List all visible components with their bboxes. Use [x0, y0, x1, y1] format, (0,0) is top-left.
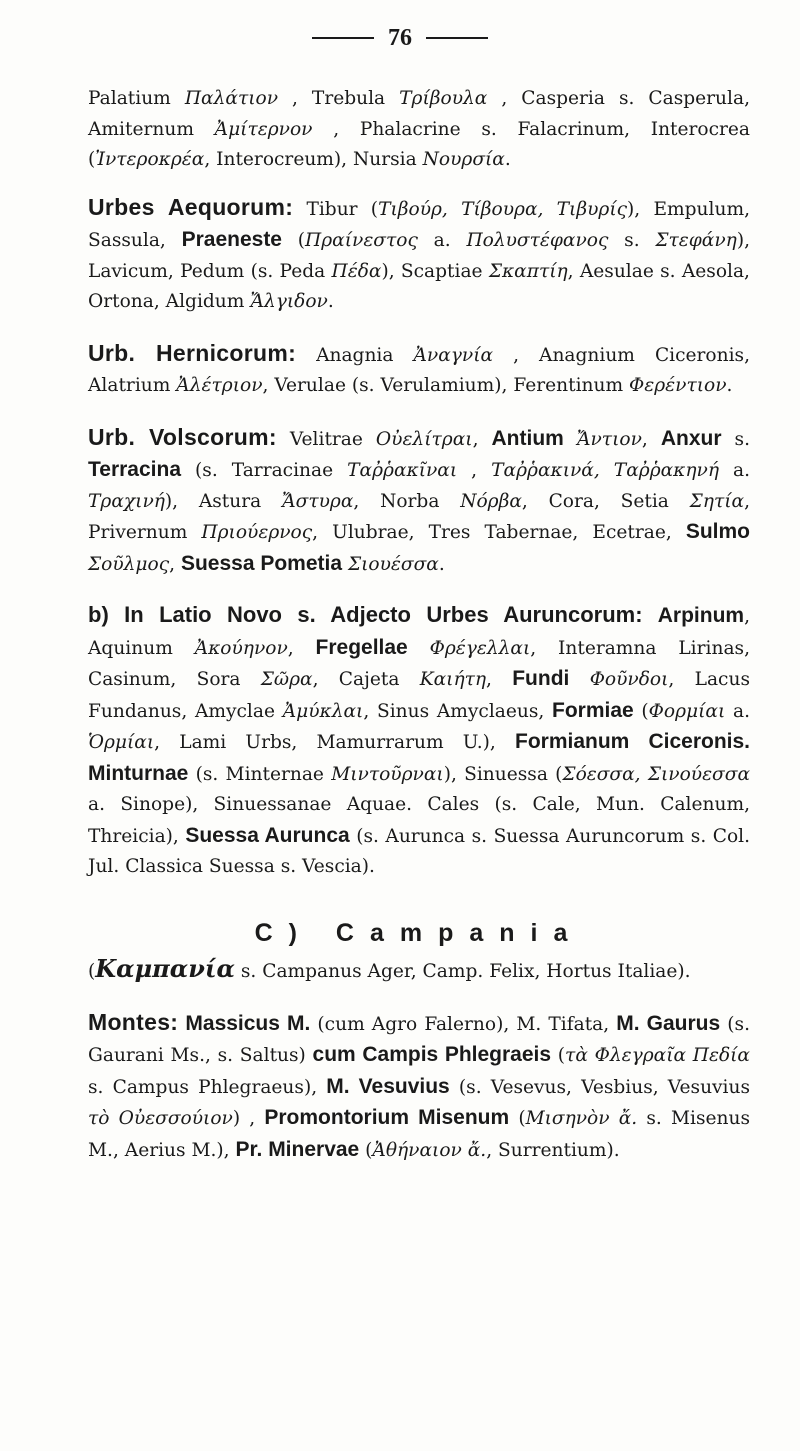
greek-name: Ἄντιον [576, 428, 642, 450]
text-run: , Interamna Lirinas, Casinum, Sora [88, 637, 750, 690]
greek-name: Πέδα [331, 260, 382, 282]
bold-name: Anxur [660, 426, 722, 450]
bold-name: Promontorium Misenum [264, 1106, 510, 1129]
greek-name: Πολυστέφανος [466, 230, 609, 251]
section-lead: b) In Latio Novo s. Adjecto Urbes Auruncorum: [88, 602, 643, 627]
greek-name: Ἄστυρα [281, 490, 354, 512]
header-rule-left [312, 37, 374, 39]
text-run: , Norba [353, 490, 461, 512]
greek-name: τὰ Φλεγραῖα Πεδία [565, 1045, 750, 1066]
text-run: (s. Tarracinae [181, 460, 348, 481]
greek-name: Ἀμύκλαι [282, 700, 364, 722]
text-run: , Anagnium Ciceronis, Alatrium [88, 344, 750, 396]
greek-name: Ἀμίτερνον [214, 118, 313, 140]
text-run: (s. Minternae [188, 763, 332, 785]
text-run: ), Empulum, Sassula, [88, 198, 750, 251]
greek-name: Φορμίαι [648, 700, 726, 722]
text-run: ( [88, 960, 96, 982]
bold-name: Minturnae [88, 761, 189, 785]
greek-name: Πριούερνος [201, 522, 313, 543]
text-run: ( [282, 230, 306, 251]
text-run: Tibur ( [293, 198, 379, 220]
greek-name: Παλάτιον [184, 88, 279, 109]
text-run: ), Sinuessa ( [443, 763, 563, 785]
header-rule-right [426, 37, 488, 39]
page-header [0, 18, 800, 58]
text-run: ), Scaptiae [381, 260, 489, 282]
greek-name: Καιήτη [419, 669, 487, 690]
greek-name: Ὁρμίαι [88, 732, 155, 753]
greek-name: Ἰντεροκρέα [95, 149, 205, 170]
text-run [564, 429, 577, 450]
paragraph-latio-novo [88, 600, 750, 883]
bold-name: Massicus M. [185, 1011, 311, 1035]
greek-name: Ἀθήναιον ἄ. [372, 1139, 487, 1161]
greek-name: Φρέγελλαι [429, 637, 531, 659]
text-run: , [287, 637, 316, 659]
text-run: ), Lavicum, Pedum (s. Peda [88, 230, 750, 282]
section-lead: Montes: [88, 1008, 179, 1035]
text-run: , [169, 553, 181, 575]
greek-name: Ἀναγνία [413, 344, 494, 366]
text-run: , Interocreum), Nursia [204, 149, 423, 170]
greek-name: Τρίβουλα [399, 88, 488, 109]
text-run: s. [608, 230, 656, 251]
text-run: , Lami Urbs, Mamurrarum U.), [154, 732, 516, 753]
greek-name: Φοῦνδοι [589, 669, 669, 690]
text-run: a. [725, 700, 750, 722]
page-number: 76 [388, 24, 412, 51]
text-run: , [641, 428, 661, 450]
greek-name: Σόεσσα, Σινούεσσα [562, 763, 750, 785]
bold-name: Suessa Pometia [180, 551, 343, 575]
bold-name: Praeneste [181, 228, 282, 251]
bold-name: Arpinum [657, 604, 745, 627]
bold-name: Fundi [512, 667, 570, 690]
greek-name: Στεφάνη [655, 230, 737, 251]
text-run: , Trebula [278, 88, 400, 109]
greek-name: Ταῤῥακῖναι [347, 460, 458, 481]
text-run: ), Astura [164, 490, 282, 512]
text-run: . [504, 149, 511, 170]
greek-name: Νόρβα [460, 490, 522, 512]
text-run: a. [417, 230, 467, 251]
text-run: a. Sinope), Sinuessanae Aquae. Cales (s. Cale, Mun. Calenum, Threicia), [88, 794, 750, 847]
paragraph-sabine-towns [88, 84, 750, 176]
greek-name: τὸ Οὐεσσούιον [88, 1108, 233, 1129]
text-run: (cum Agro Falerno), M. Tifata, [310, 1013, 617, 1035]
text-run: , Ulubrae, Tres Tabernae, Ecetrae, [312, 522, 686, 543]
greek-name: Τιβούρ, Τίβουρα, Τιβυρίς [378, 198, 628, 220]
text-run: . [726, 375, 733, 396]
greek-name: Σιουέσσα [347, 553, 439, 575]
text-run: , [457, 460, 492, 481]
text-run: Anagnia [296, 344, 414, 366]
paragraph-montes [88, 1007, 750, 1167]
text-run: s. Misenus M., Aerius M.), [88, 1108, 751, 1161]
text-run: , [486, 669, 513, 690]
text-run [569, 669, 589, 690]
text-run: ( [633, 700, 649, 722]
campania-subtitle [88, 954, 750, 987]
greek-name: Καμπανία [95, 953, 235, 983]
text-run: , Casperia s. Casperula, Amiternum [88, 88, 750, 140]
text-run: s. Campus Phlegraeus), [88, 1076, 327, 1098]
greek-name: Φερέντιον [629, 375, 727, 396]
bold-name: Antium [491, 426, 564, 450]
greek-name: Οὐελίτραι [375, 428, 473, 450]
text-run: (s. Aurunca s. Suessa Auruncorum s. Col. Jul. Classica Suessa s. Vescia). [88, 825, 750, 877]
greek-name: Ἄλγιδον [250, 291, 328, 312]
bold-name: Pr. Minervae [235, 1137, 360, 1161]
bold-name: M. Gaurus [616, 1011, 721, 1035]
greek-name: Σῶρα [260, 669, 313, 690]
text-run: ( [551, 1045, 566, 1066]
bold-name: Terracina [88, 458, 181, 481]
text-run: , Privernum [88, 490, 750, 543]
greek-name: Σκαπτίη [488, 260, 568, 282]
text-run: ( [509, 1108, 526, 1129]
text-run: ( [359, 1139, 373, 1161]
text-run: , Cora, Setia [521, 490, 690, 512]
greek-name: Ἀλέτριον [176, 375, 263, 396]
text-run [643, 606, 658, 627]
page-body [88, 84, 750, 1186]
bold-name: cum Campis Phlegraeis [312, 1043, 552, 1066]
paragraph-urb-hernicorum [88, 338, 750, 402]
bold-name: Formianum Ciceronis. [515, 730, 750, 753]
greek-name: Σητία [689, 490, 745, 512]
text-run: , Sinus Amyclaeus, [363, 700, 552, 722]
section-lead: Urbes Aequorum: [88, 193, 294, 220]
greek-name: Ἀκούηνον [194, 637, 288, 659]
text-run: s. Campanus Ager, Camp. Felix, Hortus Italiae). [234, 960, 691, 982]
text-run: Palatium [88, 88, 185, 109]
greek-name: Μιντοῦρναι [331, 763, 444, 785]
greek-name: Πραίνεστος [305, 230, 418, 251]
paragraph-urbes-aequorum [88, 192, 750, 318]
bold-name: Fregellae [315, 635, 408, 659]
text-run: (s. Gaurani Ms., s. Saltus) [88, 1013, 751, 1066]
greek-name: Μισηνὸν ἄ. [525, 1108, 638, 1129]
bold-name: Sulmo [685, 520, 750, 543]
text-run: Velitrae [276, 428, 376, 450]
text-run: , Surrentium). [486, 1139, 620, 1161]
text-run: . [438, 553, 445, 575]
text-run: , Aesulae s. Aesola, Ortona, Algidum [88, 260, 750, 312]
text-run: . [327, 291, 334, 312]
section-heading-campania: C) Campania [254, 918, 584, 947]
text-run: , Aquinum [88, 606, 750, 659]
text-run: , [472, 428, 492, 450]
text-run: , Lacus Fundanus, Amyclae [88, 669, 750, 722]
greek-name: Ταῤῥακινά, Ταῤῥακηνή [491, 460, 719, 481]
bold-name: M. Vesuvius [326, 1074, 450, 1098]
text-run: , Cajeta [312, 669, 420, 690]
text-run: s. [721, 428, 750, 450]
text-run: a. [718, 460, 750, 481]
greek-name: Τραχινή [88, 490, 165, 512]
section-lead: Urb. Volscorum: [88, 423, 277, 450]
bold-name: Formiae [552, 698, 634, 722]
text-run: , Verulae (s. Verulamium), Ferentinum [262, 375, 630, 396]
text-run: ) , [232, 1108, 265, 1129]
text-run: , Phalacrine s. Falacrinum, Interocrea ( [88, 118, 750, 170]
text-run [408, 638, 430, 659]
section-lead: Urb. Hernicorum: [88, 339, 297, 366]
paragraph-urb-volscorum [88, 422, 750, 581]
greek-name: Σοῦλμος [88, 553, 170, 575]
greek-name: Νουρσία [422, 149, 505, 170]
text-run: (s. Vesevus, Vesbius, Vesuvius [449, 1076, 751, 1098]
bold-name: Suessa Aurunca [185, 823, 350, 847]
